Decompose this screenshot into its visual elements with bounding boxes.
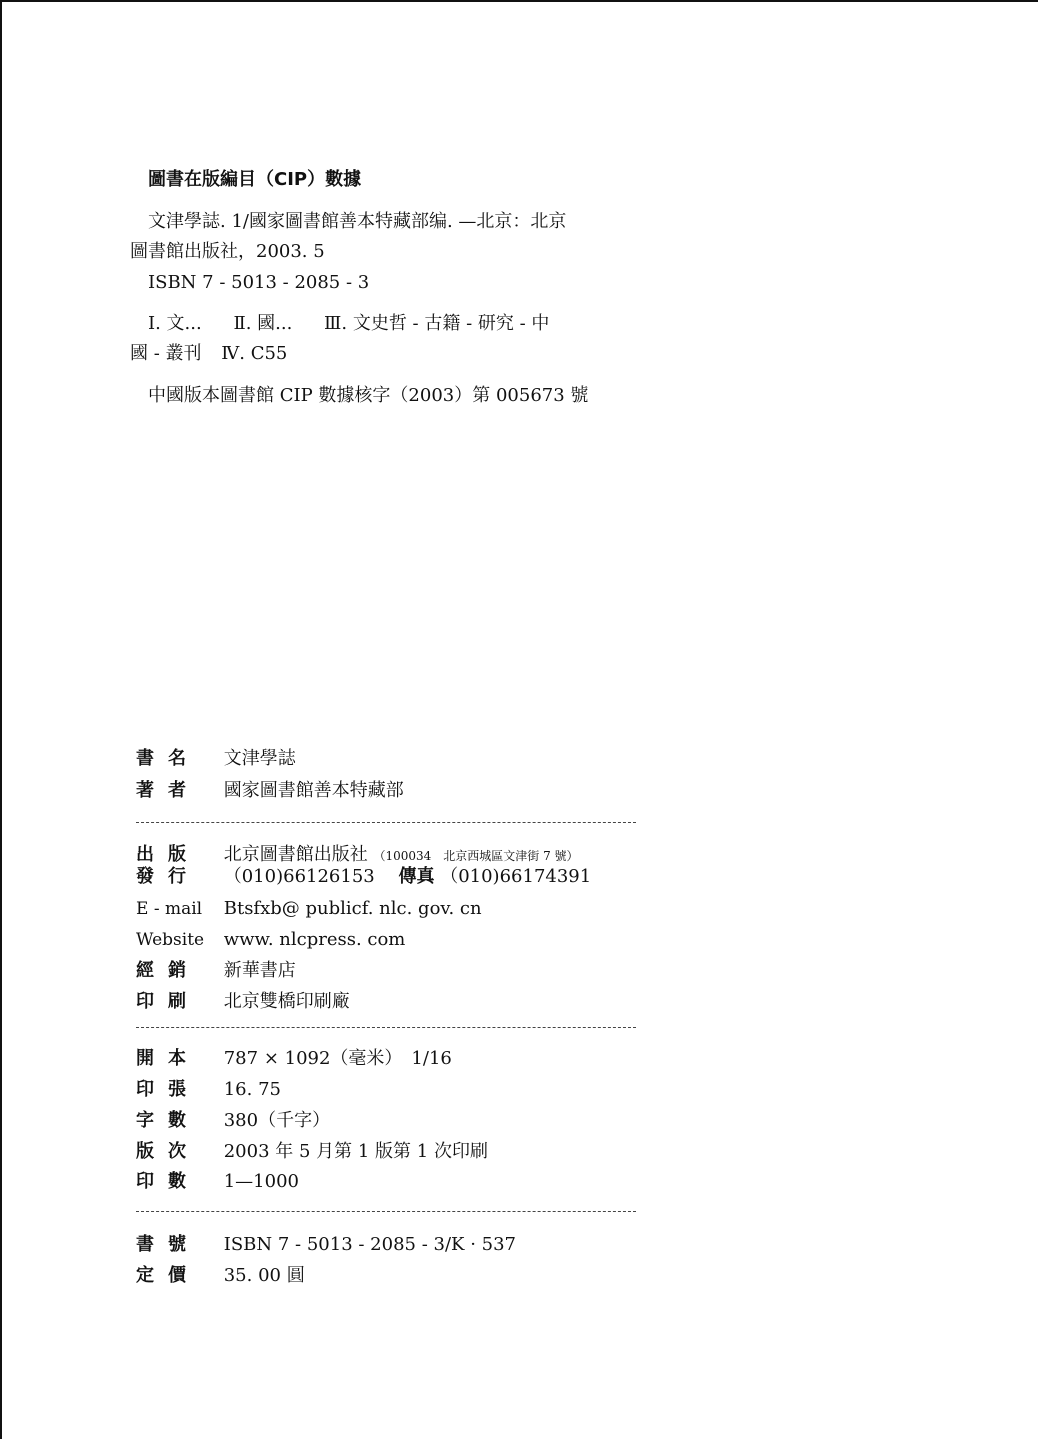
cip-classification: Ⅳ. C55 [221,343,288,364]
cip-subject-3: Ⅲ. 文史哲 - 古籍 - 研究 - 中 [324,313,550,334]
row-price [136,1262,305,1290]
label-book-number: 書號 [136,1234,200,1255]
row-distribution [136,863,591,891]
cip-subjects [148,309,575,339]
label-format: 開本 [136,1048,200,1069]
value-book-number: ISBN 7 - 5013 - 2085 - 3/K · 537 [223,1234,517,1255]
value-title: 文津學誌 [223,748,296,769]
value-publisher: 北京圖書館出版社 [223,844,368,865]
row-words [136,1107,330,1135]
row-book-number [136,1231,516,1259]
divider-1 [136,822,636,823]
value-printer: 北京雙橋印刷廠 [223,991,350,1012]
value-phone: （010)66126153 [223,866,375,887]
value-price: 35. 00 圓 [223,1265,305,1286]
row-title [136,745,296,773]
row-printer [136,988,350,1016]
cip-isbn: ISBN 7 - 5013 - 2085 - 3 [148,272,370,293]
value-format: 787 × 1092（毫米） 1/16 [223,1048,452,1069]
label-words: 字數 [136,1110,200,1131]
publisher-address: （100034 北京西城區文津街 7 號） [373,849,579,863]
value-distributor: 新華書店 [223,960,296,981]
cip-heading: 圖書在版編目（CIP）數據 [148,169,362,190]
label-distributor: 經銷 [136,960,200,981]
label-website: Website [136,930,205,950]
cip-line-2: 圖書館出版社，2003. 5 [130,241,325,262]
divider-2 [136,1027,636,1028]
row-edition [136,1138,488,1166]
row-sheets [136,1076,281,1104]
label-email: E - mail [136,899,203,919]
label-print-run: 印數 [136,1171,200,1192]
value-sheets: 16. 75 [223,1079,281,1100]
row-author [136,777,404,805]
row-website [136,926,405,954]
label-printer: 印刷 [136,991,200,1012]
value-email: Btsfxb@ publicf. nlc. gov. cn [223,898,482,919]
label-price: 定價 [136,1265,200,1286]
row-distributor [136,957,296,985]
cip-subjects-cont [130,339,301,369]
cip-subject-2: Ⅱ. 國... [233,313,293,334]
label-distribution: 發行 [136,866,200,887]
value-author: 國家圖書館善本特藏部 [223,780,404,801]
value-edition: 2003 年 5 月第 1 版第 1 次印刷 [223,1141,488,1162]
row-format [136,1045,452,1073]
row-print-run [136,1168,299,1196]
value-website: www. nlcpress. com [223,929,406,950]
label-publisher: 出版 [136,844,200,865]
cip-subject-1: Ⅰ. 文... [148,313,202,334]
page-border-top [0,0,1038,2]
label-title: 書名 [136,748,200,769]
label-author: 著者 [136,780,200,801]
value-words: 380（千字） [223,1110,331,1131]
value-fax: （010)66174391 [440,866,592,887]
cip-line-1: 文津學誌. 1/國家圖書館善本特藏部编. —北京：北京 [148,211,567,232]
fax-label: 傳真 [398,866,435,887]
cip-subject-3-cont: 國 - 叢刊 [130,343,202,364]
label-edition: 版次 [136,1141,200,1162]
divider-3 [136,1211,636,1212]
label-sheets: 印張 [136,1079,200,1100]
page-border-left [0,0,2,1439]
value-print-run: 1—1000 [223,1171,299,1192]
row-email [136,895,482,923]
cip-record-number: 中國版本圖書館 CIP 數據核字（2003）第 005673 號 [148,385,589,406]
